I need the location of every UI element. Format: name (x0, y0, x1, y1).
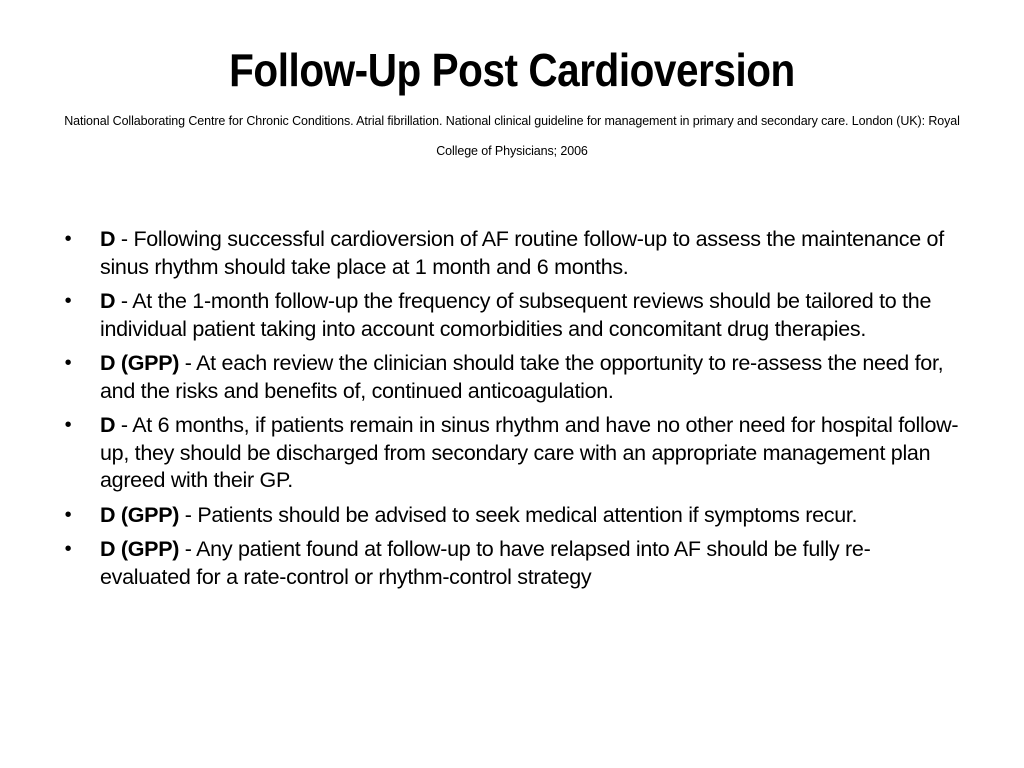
bullet-text: - Following successful cardioversion of AF routine follow-up to assess the maintenance of sinus rhythm should take place at 1 month and 6 months. (100, 227, 944, 279)
evidence-grade: D (100, 227, 116, 251)
bullet-icon: • (64, 538, 72, 560)
bullet-icon: • (64, 290, 72, 312)
bullet-text: - Patients should be advised to seek medical attention if symptoms recur. (179, 502, 858, 527)
evidence-grade: D (GPP) (100, 502, 180, 527)
bullet-text: - At each review the clinician should take the opportunity to re-assess the need for, and the risks and benefits of, continued anticoagulation. (100, 351, 944, 403)
evidence-grade: D (100, 289, 116, 313)
slide-title: Follow-Up Post Cardioversion (229, 43, 795, 96)
bullet-icon: • (64, 352, 72, 374)
evidence-grade: D (GPP) (100, 537, 180, 561)
bullet-icon: • (64, 414, 72, 436)
bullet-item (60, 288, 960, 343)
bullet-text: - At the 1-month follow-up the frequency of subsequent reviews should be tailored to the individual patient taking into account comorbidities and concomitant drug therapies. (100, 289, 932, 341)
citation: National Collaborating Centre for Chronic Conditions. Atrial fibrillation. National clinical guideline for management in primary and secondary care. London (UK): Royal College of Physicians; 2006 (64, 114, 960, 158)
bullet-item (60, 226, 960, 281)
bullet-text: - Any patient found at follow-up to have relapsed into AF should be fully re-evaluated for a rate-control or rhythm-control strategy (100, 537, 871, 589)
evidence-grade: D (100, 413, 116, 437)
bullet-icon: • (64, 228, 72, 250)
bullet-list (60, 226, 960, 598)
bullet-icon: • (64, 503, 72, 526)
bullet-item (60, 502, 960, 530)
bullet-item (60, 350, 960, 405)
bullet-item (60, 412, 960, 495)
bullet-item (60, 536, 960, 591)
bullet-text: - At 6 months, if patients remain in sinus rhythm and have no other need for hospital follow-up, they should be discharged from secondary care with an appropriate management plan agreed with their GP. (100, 413, 959, 492)
evidence-grade: D (GPP) (100, 351, 180, 375)
